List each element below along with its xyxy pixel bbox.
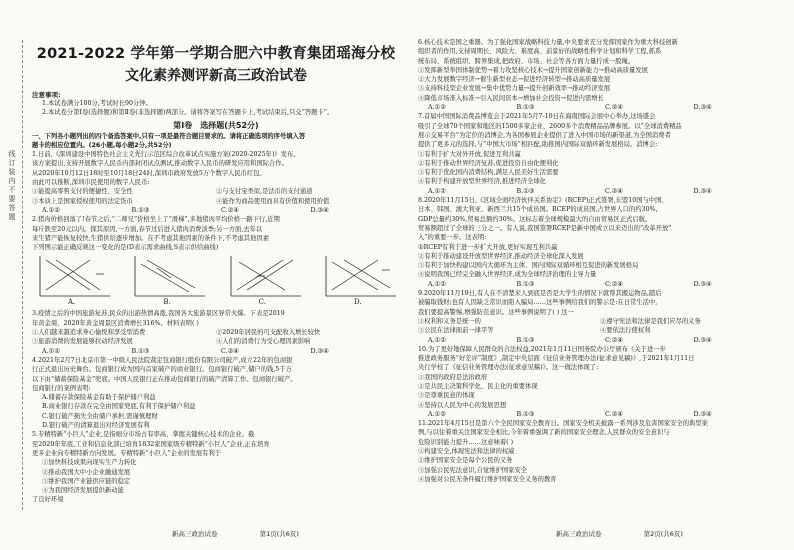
question-5-line: ①加快科技成果向现实生产力转化 (42, 459, 137, 467)
right-page-content (418, 38, 782, 484)
choice-d[interactable]: D.③④ (693, 280, 712, 288)
supply-demand-graphs (32, 254, 400, 308)
question-11-line: ①构建安全,体现宪法和法律的权威 (418, 448, 515, 456)
right-page (412, 0, 788, 550)
question-1-line: 从2020年10月12日18时至10月18日24时,深圳市政府发放5万个数字人民币红包。 (32, 169, 266, 177)
question-5-line: ③维护我国产业链供应链的稳定 (42, 477, 131, 485)
question-9-line: 被骗取钱财;也有人因缺乏常识而陷入骗局……这些事例给我们的警示是:在日常生活中, (418, 299, 658, 307)
note-line: 1.本试卷满分100分,考试时长90分钟。 (42, 100, 152, 107)
graph-d[interactable] (318, 254, 400, 308)
option-text: ①权利和义务是统一的 (418, 317, 481, 325)
choice-d[interactable]: D.③④ (693, 410, 712, 418)
option-text: ①人们越来越追求身心愉悦和享受型消费 (32, 329, 146, 337)
question-11-line: 危险识别能力提升……这意味着( ) (418, 438, 514, 446)
question-8-line: ①RCEP有利于进一步扩大开放,更好实现互利共赢 (418, 243, 558, 251)
option-text: ②与支付宝类似,是法币的支付通道 (216, 188, 313, 196)
question-6-choices (418, 103, 782, 112)
choice-d[interactable]: D.③④ (310, 347, 329, 355)
exam-subtitle: 文化素养测评新高三政治试卷 (125, 68, 307, 84)
graph-b[interactable] (127, 254, 209, 308)
question-1-options (32, 197, 400, 206)
question-3-options (32, 328, 400, 337)
choice-a[interactable]: A.①② (428, 336, 446, 344)
question-8-line: 入”的重要一步。这表明: (418, 234, 487, 242)
binding-char: 订 (8, 159, 16, 167)
binding-char: 不 (8, 186, 16, 194)
graph-label: A. (68, 298, 76, 307)
question-11-line: 11.2021年4月15日是第六个全民国家安全教育日。国家安全机关披露一系列涉及危害国家安全的典型案 (418, 420, 708, 428)
question-11-line: ④加强对公民无条件履行维护国家安全义务的教育 (418, 475, 557, 483)
graph-label: C. (258, 298, 266, 307)
binding-margin (6, 150, 18, 350)
option-text: ④人们的消费行为受心理因素影响 (216, 338, 311, 346)
question-10-line: ①我国的政府是法治政府 (418, 373, 488, 381)
question-10-line: ③是尊重民意的体现 (418, 392, 475, 400)
binding-char: 答 (8, 204, 16, 212)
choice-a[interactable]: A.①② (42, 347, 60, 355)
section-instruction: 题卡的相应位置内。(26小题,每小题2分,共52分) (32, 141, 172, 149)
question-7-choices (418, 187, 782, 196)
choice-c[interactable]: C.②④ (605, 410, 623, 418)
question-5-line: 至2020年年底,工业和信息化部已培育1832家国家级专精特新“小巨人”企业,正在培育 (32, 440, 270, 448)
question-5-line: ④为我国经济发展提供新动能 (42, 487, 124, 495)
option-text: ③旅游消费的发展能够拉动经济发展 (32, 338, 133, 346)
option-text: ②遵守宪法和法律是我们应尽的义务 (600, 317, 701, 325)
binding-char: 装 (8, 168, 16, 176)
choice-d[interactable]: D.③④ (693, 336, 712, 344)
question-3-line: 年黄金周、2020年黄金周景区消费增长316%。材料表明( ) (32, 319, 199, 327)
question-11-line: ②维护国家安全是每个公民的义务 (418, 457, 513, 465)
question-8-line: 8.2020年11月15日,《区域全面经济伙伴关系协定》(RCEP)正式签署,东盟10国与中国、 (418, 197, 668, 205)
question-2-line: 每斤跌至20元以内。探其原因,一方面,春节过后进入猪肉消费淡季;另一方面,去年以 (32, 225, 263, 233)
question-4-line: 4.2021年2月7日北京市第一中级人民法院裁定包商银行股份有限公司破产,成立22年的包商银 (32, 356, 293, 364)
choice-c[interactable]: C.②④ (221, 206, 239, 214)
question-10-line: 央行学校了《征信业务管理办法(征求意见稿)》。这一做法体现了: (418, 364, 599, 372)
question-7-line: 展示交易平台”为定位的消博会,为各国参展企业提供了进入中国市场的新渠道,为全国消费者 (418, 131, 671, 139)
note-line: 2.本试卷分第Ⅰ卷(选择题)和第Ⅱ卷(非选择题)两部分。请将答案写在答题卡上,考试结束后,只交“答题卡”。 (42, 109, 334, 117)
question-6-line: ①发挥新型举国体制优势→着力攻坚核心技术→提升国家创新能力→推动高质量发展 (418, 66, 648, 74)
option-text: ③本质上是国家授权使用的法定货币 (32, 197, 133, 205)
question-8-line: ③有利于加快构建以国内大循环为主体、国内国际双循环相互促进的新发展格局 (418, 262, 639, 270)
question-1-options (32, 187, 400, 196)
question-7-line: 提供了更多元的选择,与“中国大市场”相匹配,助推国内国际双循环新发展格局。消博会: (418, 141, 658, 149)
choice-d[interactable]: D.③④ (310, 206, 329, 214)
choice-b[interactable]: B.①③ (516, 280, 535, 288)
graph-label: D. (353, 298, 362, 307)
question-2-line: 来生猪产能恢复较快,生猪供给逐步增加。在不考虑其他因素的条件下,不考虑其他因素 (32, 234, 269, 242)
question-10-line: ④坚持以人民为中心的发展思想 (418, 401, 507, 409)
choice-c[interactable]: C.②④ (605, 280, 623, 288)
choice-b[interactable]: B.①③ (516, 104, 535, 112)
choice-a[interactable]: A.①② (428, 187, 446, 195)
question-2-line: 2.猪肉价格回落了!春节之后,“二师兄”价格坐上了“滑梯”,多地猪肉平均价格一路下行,近期 (32, 216, 280, 224)
question-6-line: 统布局、系统组织、跨界集成,把政府、市场、社会等各方面力量拧成一股绳。 (418, 57, 635, 65)
question-5-line: 更多企业向专精特新方向发展。专精特新“小巨人”企业的发展有利于 (32, 449, 222, 457)
question-1-choices (32, 206, 400, 215)
choice-a[interactable]: A.储蓄存款保险基金有助于保护储户利益 (42, 394, 156, 402)
question-7-line: 吸引了全球70个国家和地区的1500多家企业、2600多个消费精品品牌参展。以“全球消费精品 (418, 122, 682, 130)
graph-c[interactable] (223, 254, 305, 308)
question-5-line: 了良好环境 (32, 496, 64, 504)
question-1-line: 由此可以推断,深圳市民使用的数字人民币: (32, 179, 150, 187)
binding-char: 要 (8, 195, 16, 203)
question-10-line: 推进政务服务“好差评”制度》,制定中央层面《征信业务管理办法(征求意见稿)》,于2021年1月11日 (418, 355, 695, 363)
footer-exam-name: 新高三政治试卷 (556, 530, 602, 538)
section-title: 第Ⅰ卷 选择题(共52分) (173, 120, 259, 130)
question-5-line: ②推动我国大中小企业融通发展 (42, 468, 131, 476)
question-9-line: 我们要提高警惕,增强防范意识。这些事例说明了( ) 这一 (418, 308, 574, 316)
choice-d[interactable]: D.银行破产的清算退出对经济发展有利 (42, 422, 150, 430)
question-3-options (32, 337, 400, 346)
footer-right (556, 529, 683, 538)
question-2-line: 下列图示能正确反映这一变化的是(D表示需求曲线,S表示供给曲线) (32, 244, 219, 252)
question-7-line: ①有利于扩大对外开放,促进互利共赢 (418, 150, 521, 158)
choice-d[interactable]: D.③④ (693, 187, 712, 195)
question-6-line: 组织者的作用,支持周期长、风险大、难度高、前景好的战略性科学计划和科学工程,抓系 (418, 48, 662, 56)
cut-line (22, 40, 23, 510)
question-8-line: 贸易额超过了全球的三分之一。有人说,我国签署RCEP是新中国成立以来迈出的“改革开放” (418, 224, 672, 232)
option-text: ①能提高零售支付的便捷性、安全性 (32, 188, 133, 196)
choice-c[interactable]: C.银行破产损失全由储户承担,需谨慎理财 (42, 412, 158, 420)
choice-b[interactable]: B.①③ (131, 206, 150, 214)
question-9-choices (418, 336, 782, 345)
question-7-line: ③有利于优化国内消费结构,满足人民美好生活需要 (418, 169, 559, 177)
question-9-options (418, 326, 782, 335)
question-4-line: 行正式退出历史舞台。包商银行成为国内首家破产的商业银行。包商银行破产,储户的钱,5千万 (32, 366, 292, 374)
question-10-line: 10.为了更好地保障人民群众的合法权益,2021年1月11日国务院办公厅颁布《关于进一步 (418, 345, 666, 353)
question-10-choices (418, 410, 782, 419)
question-11-line: ③加强公民宪法意识,自觉维护国家安全 (418, 466, 528, 474)
question-6-line: ③支持科技型企业发展→集中优势力量→提升创新效率→推动经济发展 (418, 85, 611, 93)
binding-char: 线 (8, 150, 16, 158)
choice-d[interactable]: D.③④ (693, 104, 712, 112)
option-text: ③公民在法律面前一律平等 (418, 327, 494, 335)
choice-a[interactable]: A.①② (428, 410, 446, 418)
choice-a[interactable]: A.①② (428, 104, 446, 112)
option-text: ④能作为商品使用而具有价值和使用价值 (216, 197, 330, 205)
choice-b[interactable]: B.①③ (516, 336, 535, 344)
graph-a[interactable] (32, 254, 114, 308)
footer-left (172, 529, 299, 538)
binding-char: 内 (8, 177, 16, 185)
question-6-line: ④降低市场准入标准→引入民间资本→增加社会投资→促进内需增长 (418, 94, 604, 102)
option-text: ②2020年居民的可支配收入增长较快 (216, 329, 321, 337)
question-3-line: 3.疫情之后的中国旅游复苏,民众的出游热情高涨,我国各大旅游景区异常火爆。下表是2019 (32, 310, 285, 318)
choice-c[interactable]: C.②④ (221, 347, 239, 355)
choice-c[interactable]: C.②④ (605, 104, 623, 112)
choice-a[interactable]: A.①② (42, 206, 60, 214)
question-10-line: ②是共民主决策科学化、民主化的重要体现 (418, 382, 538, 390)
choice-b[interactable]: B.①③ (131, 347, 150, 355)
question-8-line: GDP总量约30%,贸易总额约30%。这标志着全球规模最大的自由贸易区正式启航。 (418, 215, 652, 223)
question-5-line: 5.专精特新“小巨人”企业,是指细分市场占有率高、掌握关键核心技术的企业。截 (32, 431, 255, 439)
binding-char: 题 (8, 213, 16, 221)
choice-b[interactable]: B.①③ (516, 187, 535, 195)
question-3-choices (32, 347, 400, 356)
question-7-line: ④有利于构建开放型世界经济,推进经济全球化 (418, 178, 546, 186)
footer-page-number: 第1页(共6页) (259, 530, 299, 538)
question-7-line: ②有利于推动世界经济复苏,促进投资自由化便利化 (418, 159, 559, 167)
question-6-line: ②大力发展数字经济→催生新型业态→促进经济转型→推动高质量发展 (418, 76, 611, 84)
question-4-line: 包商银行的案例表明: (32, 384, 91, 392)
choice-a[interactable]: A.①② (428, 280, 446, 288)
question-4-line: 以下由“储蓄保险基金”兜底。中国人民银行正在推动包商银行的破产清算工作。包商银行破产。 (32, 375, 297, 383)
question-8-choices (418, 280, 782, 289)
question-1-line: 1.日前,《深圳建设中国特色社会主义先行示范区综合改革试点实施方案(2020-2025年)》发布。 (32, 151, 300, 159)
question-7-line: 7.首届中国国际消费品博览会于2021年5月7-10日在海南国际会展中心举办,这场盛会 (418, 113, 656, 121)
choice-b[interactable]: B.商业银行存款在完全由国家兜底,有利于保护储户利益 (42, 403, 196, 411)
question-9-options (418, 317, 782, 326)
graph-label: B. (163, 298, 171, 307)
exam-title: 2021-2022 学年第一学期合肥六中教育集团瑶海分校 (36, 46, 396, 62)
notes-heading: 注意事项: (32, 91, 61, 99)
question-1-line: 该方案提出,支持开展数字人民币内部封闭试点测试,推动数字人民币的研发应用和国际合作。 (32, 160, 288, 168)
question-8-line: 日本、韩国、澳大利亚、新西兰共15个成员国。RCEP的成员国,占世界人口的约30%, (418, 206, 658, 214)
choice-c[interactable]: C.②④ (605, 336, 623, 344)
question-9-line: 9.2020年11月19日,有人在不清楚来人到底是否是大学生的情况下就帮其搬运物品,随后 (418, 290, 662, 298)
question-8-line: ②有利于推动建设开放型世界经济,推动经济全球化深入发展 (418, 252, 584, 260)
footer-exam-name: 新高三政治试卷 (172, 530, 218, 538)
left-page (26, 0, 406, 550)
question-6-line: 6.核心技术是国之重器。为了强化国家战略科技力量,中央要求充分发挥国家作为重大科技创新 (418, 39, 678, 46)
section-instruction: 一、下列各小题列出的四个备选答案中,只有一项是最符合题目要求的。请将正确选项的序号填入答 (32, 132, 306, 140)
option-text: ④要依法行使权利 (600, 327, 651, 335)
footer-page-number: 第2页(共6页) (643, 530, 683, 538)
choice-c[interactable]: C.②④ (605, 187, 623, 195)
choice-b[interactable]: B.①③ (516, 410, 535, 418)
question-8-line: ④说明我国已经完全融入世界经济,成为全球经济治理的主导力量 (418, 271, 597, 279)
question-11-line: 例,与以往着重关注国家安全相比,今年着重强调了新的国家安全理念,人民群众的安全意识与 (418, 429, 670, 437)
